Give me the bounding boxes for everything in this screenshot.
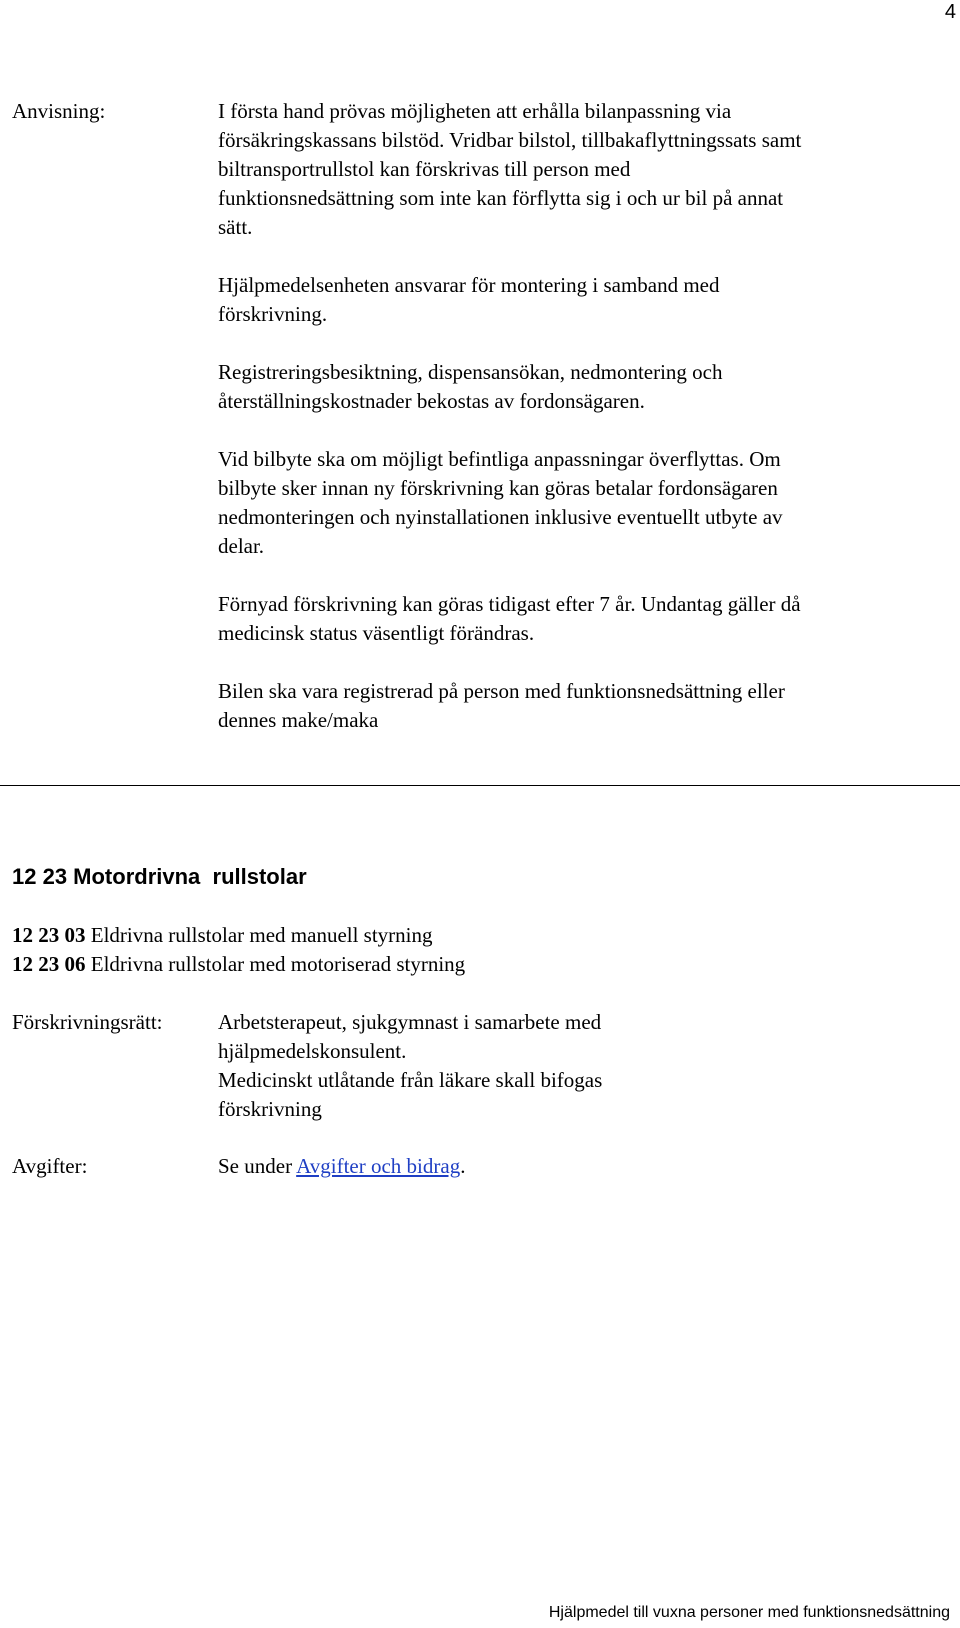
- avgifter-prefix: Se under: [218, 1154, 297, 1178]
- forskrivningsratt-line-utlatande: Medicinskt utlåtande från läkare skall bifogas förskrivning: [218, 1068, 603, 1121]
- anvisning-paragraph-bilbyte: Vid bilbyte ska om möjligt befintliga anpassningar överflyttas. Om bilbyte sker innan ny förskrivning kan göras betalar fordonsägaren nedmonteringen och nyinstallationen inklusive eventuellt utbyte av delar.: [218, 447, 783, 558]
- anvisning-paragraph-kostnader: Registreringsbesiktning, dispensansökan, nedmontering och återställningskostnader bekostas av fordonsägaren.: [218, 360, 723, 413]
- page-footer: Hjälpmedel till vuxna personer med funktionsnedsättning: [548, 1604, 950, 1621]
- avgifter-text: [218, 1152, 808, 1181]
- page-number: 4: [944, 1, 956, 23]
- avgifter-content: [218, 1152, 808, 1181]
- forskrivningsratt-content: [218, 1008, 688, 1124]
- forskrivningsratt-label: Förskrivningsrätt:: [12, 1010, 163, 1034]
- anvisning-label: Anvisning:: [12, 99, 106, 123]
- item-text: Eldrivna rullstolar med manuell styrning: [85, 923, 433, 947]
- forskrivningsratt-line-profession: Arbetsterapeut, sjukgymnast i samarbete med hjälpmedelskonsulent.: [218, 1010, 602, 1063]
- item-code-line: [12, 921, 433, 950]
- anvisning-paragraph-montering: Hjälpmedelsenheten ansvarar för montering i samband med förskrivning.: [218, 273, 720, 326]
- avgifter-suffix: .: [460, 1154, 466, 1178]
- item-code: 12 23 06: [12, 952, 86, 976]
- anvisning-paragraph-registrering: Bilen ska vara registrerad på person med funktionsnedsättning eller dennes make/maka: [218, 679, 785, 732]
- anvisning-paragraph-fornyad: Förnyad förskrivning kan göras tidigast efter 7 år. Undantag gäller då medicinsk status väsentligt förändras.: [218, 592, 801, 645]
- item-text: Eldrivna rullstolar med motoriserad styrning: [85, 952, 466, 976]
- section-heading: 12 23 Motordrivna rullstolar: [12, 864, 307, 889]
- avgifter-label: Avgifter:: [12, 1154, 88, 1178]
- item-code-line: [12, 950, 465, 979]
- avgifter-och-bidrag-link[interactable]: Avgifter och bidrag: [296, 1154, 461, 1178]
- anvisning-content: [218, 97, 808, 735]
- section-divider: [0, 785, 960, 786]
- anvisning-paragraph-bilstod: I första hand prövas möjligheten att erhålla bilanpassning via försäkringskassans bilstöd. Vridbar bilstol, tillbakaflyttningssats samt biltransportrullstol kan förskrivas till person med funktionsnedsättning som inte kan förflytta sig i och ur bil på annat sätt.: [218, 99, 802, 239]
- item-code: 12 23 03: [12, 923, 86, 947]
